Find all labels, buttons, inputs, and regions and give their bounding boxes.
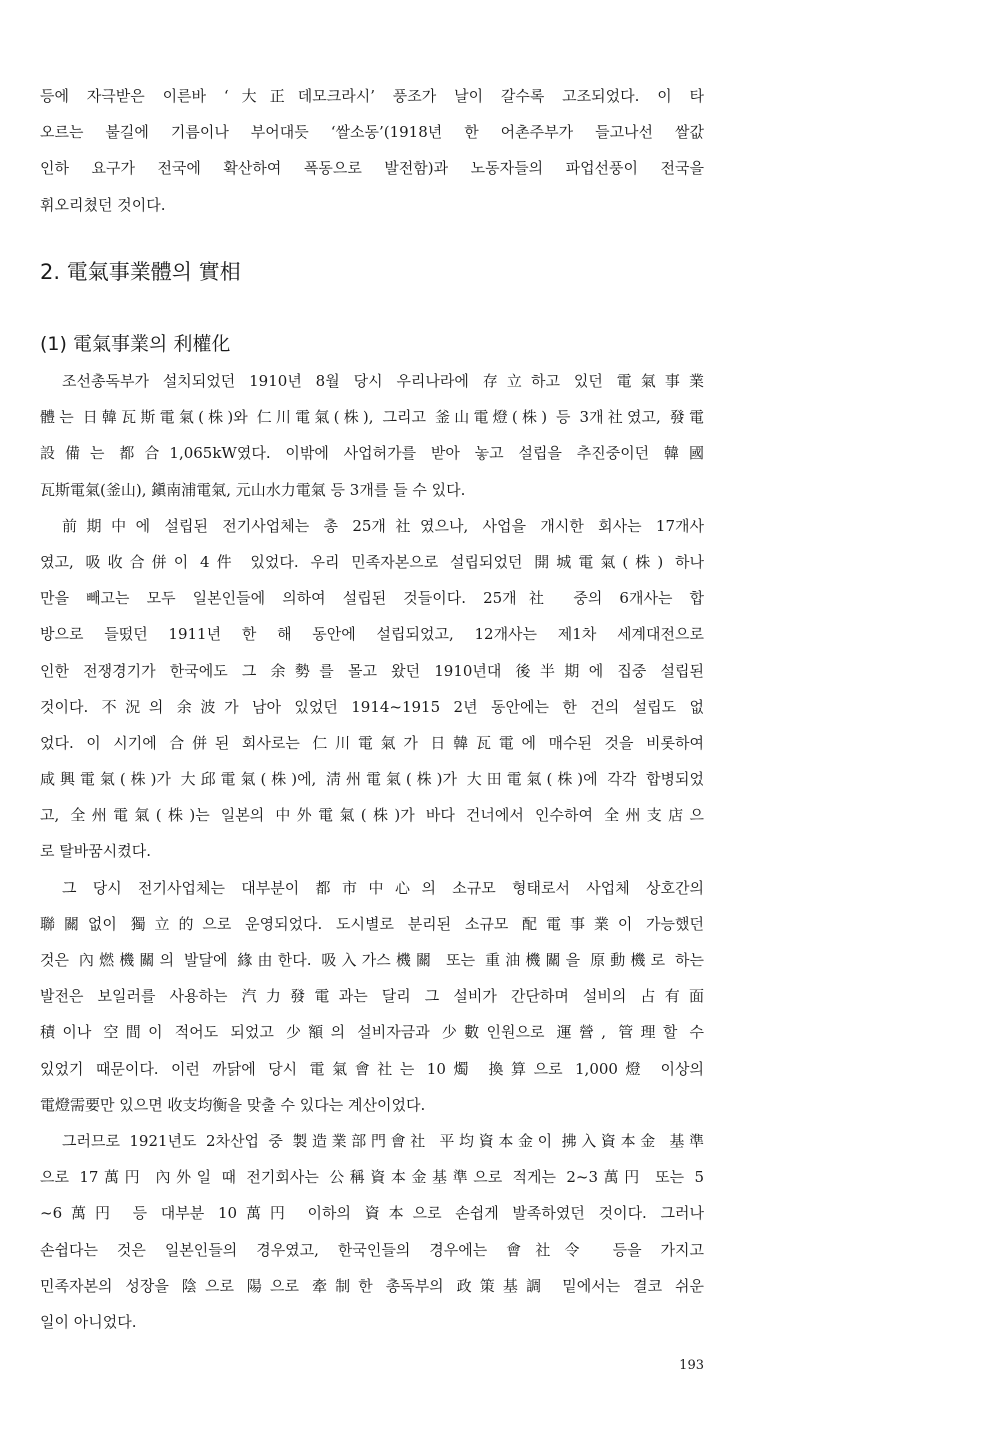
text-line: 발전은 보일러를 사용하는 汽力發電과는 달리 그 설비가 간단하며 설비의 占有面	[40, 987, 704, 1006]
text-line: 손쉽다는 것은 일본인들의 경우였고, 한국인들의 경우에는 會社令 등을 가지고	[40, 1240, 704, 1259]
text-line: 고, 全州電氣(株)는 일본의 中外電氣(株)가 바다 건너에서 인수하여 全州支店으	[40, 806, 704, 825]
text-line: 것은 內燃機關의 발달에 緣由한다. 吸入가스機關 또는 重油機關을 原動機로 하는	[40, 951, 704, 969]
text-line: 積이나 空間이 적어도 되었고 少額의 설비자금과 少數인원으로 運營, 管理할 수	[40, 1023, 704, 1042]
text-line: 前期中에 설립된 전기사업체는 총 25개社였으나, 사업을 개시한 회사는 17개사	[62, 516, 704, 535]
text-line: 것이다. 不況의 余波가 남아 있었던 1914~1915 2년 동안에는 한 건의 설립도 없	[40, 697, 704, 716]
body-text	[40, 363, 704, 1340]
text-line: 로 탈바꿈시켰다.	[40, 842, 151, 861]
text-line: ~6萬円 등 대부분 10萬円 이하의 資本으로 손쉽게 발족하였던 것이다. 그러나	[40, 1204, 704, 1223]
text-line: 등에 자극받은 이른바 ‘大正데모크라시’ 풍조가 날이 갈수록 고조되었다. 이 타	[40, 87, 704, 105]
text-line: 咸興電氣(株)가 大邱電氣(株)에, 淸州電氣(株)가 大田電氣(株)에 각각 합병되었	[40, 770, 704, 789]
text-line: 었다. 이 시기에 合併된 회사로는 仁川電氣가 日韓瓦電에 매수된 것을 비롯하여	[40, 733, 704, 752]
text-line: 體는 日韓瓦斯電氣(株)와 仁川電氣(株), 그리고 釜山電燈(株) 등 3개社였고, 發電	[40, 408, 704, 427]
text-line: 設備는 都合1,065kW였다. 이밖에 사업허가를 받아 놓고 설립을 추진중이던 韓國	[40, 444, 704, 463]
text-line: 만을 빼고는 모두 일본인들에 의하여 설립된 것들이다. 25개社 중의 6개사는 합	[40, 589, 704, 608]
intro-paragraph	[40, 78, 704, 223]
text-line: 聯關없이 獨立的으로 운영되었다. 도시별로 분리된 소규모 配電事業이 가능했던	[40, 914, 704, 933]
text-line: 電燈需要만 있으면 收支均衡을 맞출 수 있다는 계산이었다.	[40, 1095, 426, 1114]
text-line: 으로 17萬円 內外일 때 전기회사는 公稱資本金基準으로 적게는 2~3萬円 또는 5	[40, 1168, 704, 1187]
page-number: 193	[679, 1358, 704, 1373]
text-line: 방으로 들떴던 1911년 한 해 동안에 설립되었고, 12개사는 제1차 세계대전으로	[40, 625, 704, 644]
text-line: 인하 요구가 전국에 확산하여 폭동으로 발전함)과 노동자들의 파업선풍이 전국을	[40, 159, 704, 178]
text-line: 민족자본의 성장을 陰으로 陽으로 牽制한 총독부의 政策基調 밑에서는 결코 쉬운	[40, 1276, 704, 1295]
text-line: 오르는 불길에 기름이나 부어대듯 ‘쌀소동’(1918년 한 어촌주부가 들고나선 쌀값	[40, 123, 704, 142]
text-line: 瓦斯電氣(釜山), 鎭南浦電氣, 元山水力電氣 등 3개를 들 수 있다.	[40, 480, 466, 499]
subsection-heading: (1) 電氣事業의 利權化	[40, 333, 231, 355]
text-line: 였고, 吸收合併이 4件 있었다. 우리 민족자본으로 설립되었던 開城電氣(株) 하나	[40, 552, 704, 571]
text-line: 그러므로 1921년도 2차산업 중 製造業部門會社 平均資本金이 拂入資本金 基準	[62, 1131, 704, 1150]
text-line: 있었기 때문이다. 이런 까닭에 당시 電氣會社는 10燭 換算으로 1,000燈 이상의	[40, 1059, 704, 1078]
text-line: 휘오리쳤던 것이다.	[40, 195, 166, 214]
text-line: 조선총독부가 설치되었던 1910년 8월 당시 우리나라에 存立하고 있던 電氣事業	[62, 372, 704, 390]
text-line: 그 당시 전기사업체는 대부분이 都市中心의 소규모 형태로서 사업체 상호간의	[62, 878, 704, 897]
section-heading: 2. 電氣事業體의 實相	[40, 260, 241, 284]
text-line: 일이 아니었다.	[40, 1312, 137, 1331]
text-line: 인한 전쟁경기가 한국에도 그 余勢를 몰고 왔던 1910년대 後半期에 집중 설립된	[40, 661, 704, 680]
